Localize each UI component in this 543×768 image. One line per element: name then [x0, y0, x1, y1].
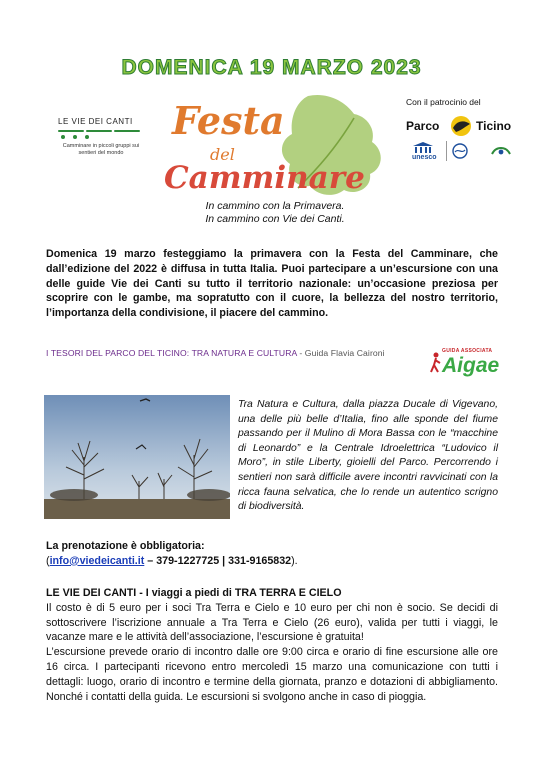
motto — [160, 200, 390, 226]
booking-heading: La prenotazione è obbligatoria: — [46, 540, 205, 552]
motto-line-1: In cammino con la Primavera. — [205, 200, 345, 212]
festa-del-camminare-logo — [158, 88, 388, 200]
email-link[interactable]: info@viedeicanti.it — [49, 554, 145, 567]
camminare-word: Camminare — [164, 160, 365, 196]
logo-name: LE VIE DEI CANTI — [58, 117, 133, 126]
trip-info — [46, 586, 498, 704]
paren-close: ). — [291, 554, 298, 567]
divider — [446, 141, 447, 161]
logo-marks — [58, 130, 158, 139]
mab-logo-icon — [452, 143, 468, 159]
parco-ticino-logo — [404, 112, 524, 138]
excursion-heading — [46, 348, 406, 358]
trip-heading: LE VIE DEI CANTI - I viaggi a piedi di TRA TERRA E CIELO — [46, 587, 342, 599]
ticino-text: Ticino — [476, 119, 512, 133]
phone-numbers: – 379-1227725 | 331-9165832 — [144, 554, 292, 567]
patronage-label: Con il patrocinio del — [406, 97, 481, 107]
intro-paragraph: Domenica 19 marzo festeggiamo la primavera con la Festa del Camminare, che dall’edizione del 2022 è diffusa in tutta Italia. Puoi partecipare a un’escursione con una delle guide Vie dei Canti su tutto il territorio nazionale: un’occasione preziosa per scoprire con le gambe, ma sopratutto con il cuore, la bellezza del nostro territorio, l’importanza della condivisione, il piacere del cammino. — [46, 248, 498, 320]
page-title: DOMENICA 19 MARZO 2023 — [121, 56, 422, 79]
booking-info — [46, 539, 498, 569]
aigae-top-text: GUIDA ASSOCIATA — [442, 348, 493, 354]
aigae-name: Aigae — [442, 354, 500, 377]
aigae-logo — [428, 348, 498, 384]
biosphere-logo-icon — [490, 144, 512, 158]
trip-cost-paragraph: Il costo è di 5 euro per i soci Tra Terra e Cielo e 10 euro per chi non è socio. Se decidi di sottoscrivere l’iscrizione annuale a Tra Terra e Cielo (26 euro), valida per tutti i viaggi, le vacanze mare e le attività dell’associazione, l’escursione è gratuita! — [46, 601, 498, 644]
festa-word: Festa — [172, 98, 285, 143]
guide-name: - Guida Flavia Caironi — [296, 348, 385, 358]
excursion-title: I TESORI DEL PARCO DEL TICINO: TRA NATURA E CULTURA — [46, 348, 297, 358]
parco-text: Parco — [406, 119, 440, 133]
motto-line-2: In cammino con Vie dei Canti. — [205, 213, 345, 225]
unesco-logos — [412, 141, 522, 163]
trip-schedule-paragraph: L’escursione prevede orario di incontro dalle ore 9:00 circa e orario di fine escursione alle ore 16 circa. I partecipanti ricevono entro mercoledì 15 marzo una comunicazione con tutti i dettagli: luogo, orario di incontro e termine della giornata, pranzo e dotazioni di abbigliamento. Nonché i contatti della guida. Le escursioni si svolgono anche in caso di pioggia. — [46, 646, 498, 703]
logo-tagline: Camminare in piccoli gruppi sui sentieri del mondo — [62, 143, 140, 156]
del-word: del — [210, 145, 235, 164]
landscape-photo — [44, 395, 230, 519]
excursion-description: Tra Natura e Cultura, dalla piazza Ducale di Vigevano, una delle più belle d’Italia, fino alle sponde del fiume passando per il Mulino di Mora Bassa con le “macchine di Leonardo” e la Centrale Idroelettrica “Ludovico il Moro”, in stile Liberty, gioielli del Parco. Percorrendo i sentieri non sarà difficile avere incontri ravvicinati con la ricca fauna selvatica, che lo rende un autentico scrigno di biodiversità. — [238, 399, 498, 513]
booking-contacts — [46, 554, 498, 569]
parco-bird-icon — [448, 114, 474, 138]
unesco-text: unesco — [412, 154, 437, 161]
le-vie-dei-canti-logo — [58, 117, 158, 157]
unesco-temple-icon — [412, 141, 434, 155]
paren-open: ( — [46, 554, 50, 567]
